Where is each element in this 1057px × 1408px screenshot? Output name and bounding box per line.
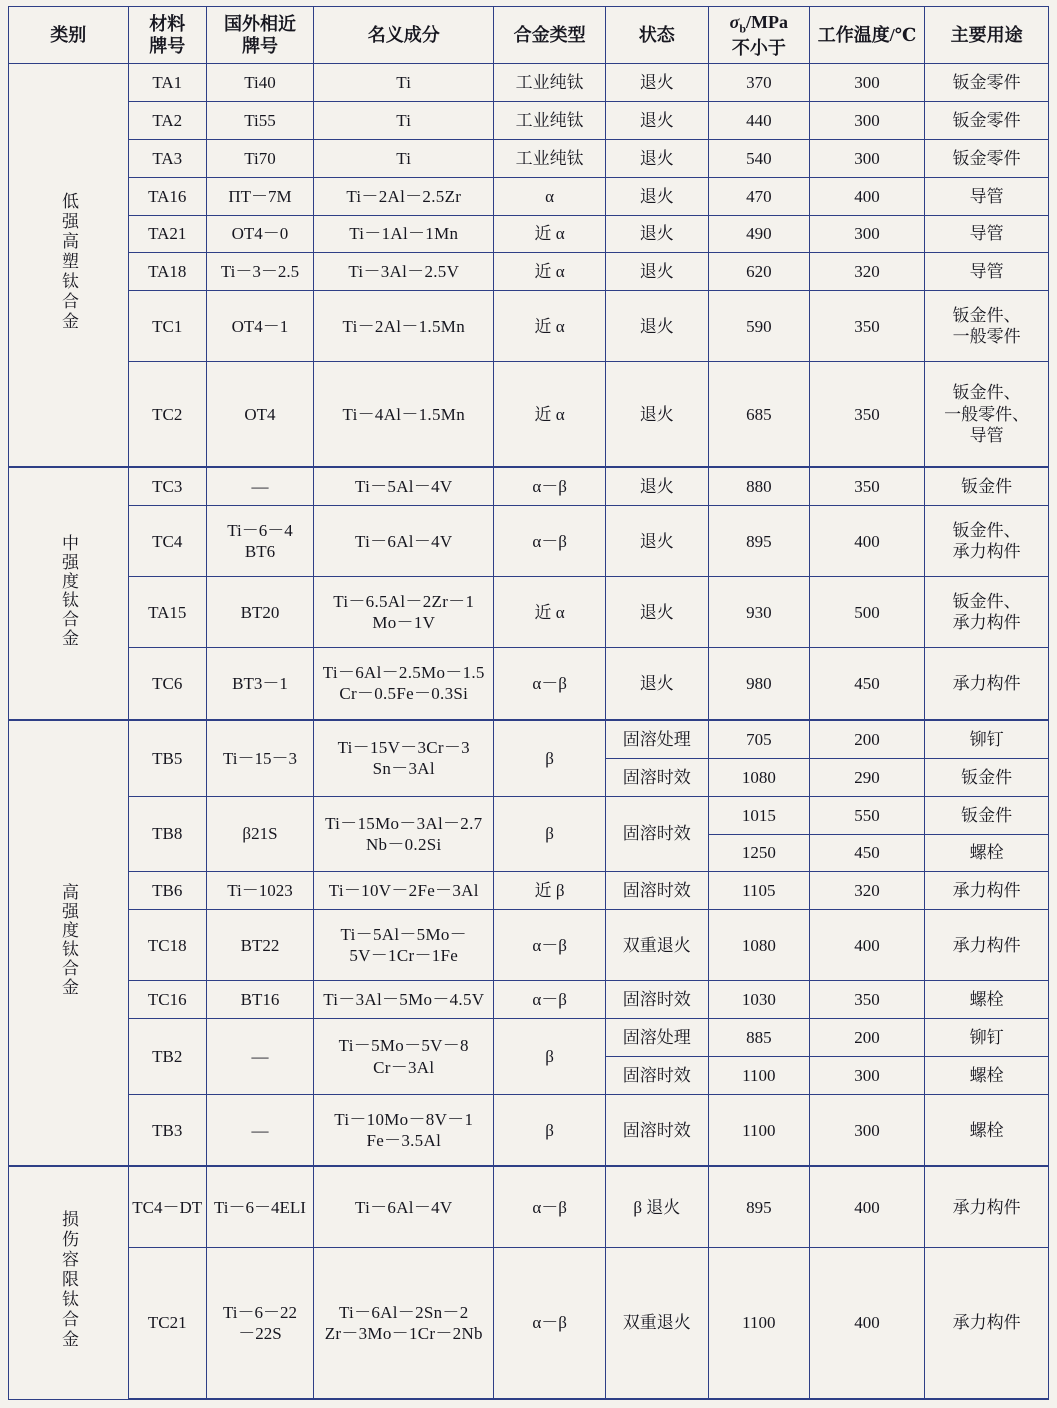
grade-cell: TA21 <box>128 215 206 253</box>
state-cell: 退火 <box>605 467 708 506</box>
temperature-cell: 200 <box>809 1019 924 1057</box>
grade-cell: TB6 <box>128 872 206 910</box>
state-cell: 退火 <box>605 506 708 577</box>
usage-cell: 螺栓 <box>925 1095 1049 1167</box>
foreign-grade-cell: Ti－1023 <box>206 872 313 910</box>
state-cell: 固溶时效 <box>605 872 708 910</box>
grade-cell: TC6 <box>128 648 206 720</box>
table-row <box>9 362 1049 467</box>
header-sigma-unit: /MPa <box>746 12 789 32</box>
alloy-type-cell: 近 α <box>494 291 605 362</box>
usage-cell: 导管 <box>925 215 1049 253</box>
header-state: 状态 <box>605 7 708 64</box>
state-cell: 双重退火 <box>605 910 708 981</box>
usage-cell: 承力构件 <box>925 1166 1049 1247</box>
temperature-cell: 290 <box>809 758 924 796</box>
foreign-grade-cell: OT4－0 <box>206 215 313 253</box>
sigma-cell: 1100 <box>708 1248 809 1399</box>
alloy-type-cell: β <box>494 720 605 797</box>
sigma-cell: 1080 <box>708 910 809 981</box>
grade-cell: TC4 <box>128 506 206 577</box>
alloy-type-cell: 近 α <box>494 362 605 467</box>
temperature-cell: 400 <box>809 506 924 577</box>
grade-cell: TA2 <box>128 101 206 139</box>
usage-cell: 钣金件、 承力构件 <box>925 577 1049 648</box>
sigma-cell: 885 <box>708 1019 809 1057</box>
foreign-grade-cell: Ti55 <box>206 101 313 139</box>
state-cell: 退火 <box>605 577 708 648</box>
usage-cell: 钣金件 <box>925 796 1049 834</box>
temperature-cell: 300 <box>809 101 924 139</box>
grade-cell: TB8 <box>128 796 206 872</box>
composition-cell: Ti－5Al－5Mo－ 5V－1Cr－1Fe <box>314 910 494 981</box>
grade-cell: TC2 <box>128 362 206 467</box>
state-cell: β 退火 <box>605 1166 708 1247</box>
header-grade-line2: 牌号 <box>149 36 186 57</box>
table-header-row <box>9 7 1049 64</box>
table-row <box>9 139 1049 177</box>
header-tensile-strength <box>708 7 809 64</box>
composition-cell: Ti－10Mo－8V－1 Fe－3.5Al <box>314 1095 494 1167</box>
temperature-cell: 350 <box>809 981 924 1019</box>
table-row <box>9 648 1049 720</box>
category-label: 高强度钛合金 <box>59 883 79 998</box>
sigma-cell: 1015 <box>708 796 809 834</box>
table-row <box>9 506 1049 577</box>
alloy-type-cell: 近 α <box>494 577 605 648</box>
grade-cell: TC3 <box>128 467 206 506</box>
sigma-cell: 620 <box>708 253 809 291</box>
state-cell: 固溶时效 <box>605 758 708 796</box>
composition-cell: Ti－4Al－1.5Mn <box>314 362 494 467</box>
header-sigma-symbol: σ <box>729 12 740 32</box>
temperature-cell: 300 <box>809 215 924 253</box>
header-usage: 主要用途 <box>925 7 1049 64</box>
foreign-grade-cell: BT20 <box>206 577 313 648</box>
sigma-cell: 1250 <box>708 834 809 872</box>
alloy-type-cell: α－β <box>494 1166 605 1247</box>
foreign-grade-cell: BT22 <box>206 910 313 981</box>
state-cell: 固溶时效 <box>605 1057 708 1095</box>
alloy-type-cell: 近 α <box>494 215 605 253</box>
state-cell: 退火 <box>605 291 708 362</box>
grade-cell: TC1 <box>128 291 206 362</box>
temperature-cell: 300 <box>809 64 924 102</box>
category-label: 损伤容限钛合金 <box>59 1210 79 1351</box>
foreign-grade-cell: — <box>206 467 313 506</box>
sigma-cell: 705 <box>708 720 809 759</box>
alloy-type-cell: α－β <box>494 648 605 720</box>
usage-cell: 承力构件 <box>925 910 1049 981</box>
alloy-type-cell: 近 α <box>494 253 605 291</box>
composition-cell: Ti－6Al－2.5Mo－1.5 Cr－0.5Fe－0.3Si <box>314 648 494 720</box>
composition-cell: Ti－3Al－5Mo－4.5V <box>314 981 494 1019</box>
usage-cell: 导管 <box>925 177 1049 215</box>
sigma-cell: 895 <box>708 506 809 577</box>
table-row <box>9 1019 1049 1057</box>
composition-cell: Ti－6.5Al－2Zr－1 Mo－1V <box>314 577 494 648</box>
composition-cell: Ti－10V－2Fe－3Al <box>314 872 494 910</box>
sigma-cell: 490 <box>708 215 809 253</box>
foreign-grade-cell: Ti－6－4 BT6 <box>206 506 313 577</box>
alloy-type-cell: α－β <box>494 981 605 1019</box>
table-row <box>9 101 1049 139</box>
table-row <box>9 253 1049 291</box>
composition-cell: Ti－2Al－1.5Mn <box>314 291 494 362</box>
alloy-type-cell: β <box>494 1019 605 1095</box>
temperature-cell: 350 <box>809 362 924 467</box>
temperature-cell: 350 <box>809 291 924 362</box>
state-cell: 退火 <box>605 648 708 720</box>
sigma-cell: 440 <box>708 101 809 139</box>
temperature-cell: 400 <box>809 1248 924 1399</box>
state-cell: 退火 <box>605 177 708 215</box>
header-sigma-subscript: b <box>739 21 747 36</box>
alloy-type-cell: 工业纯钛 <box>494 64 605 102</box>
composition-cell: Ti－5Mo－5V－8 Cr－3Al <box>314 1019 494 1095</box>
foreign-grade-cell: OT4 <box>206 362 313 467</box>
category-cell <box>9 64 129 467</box>
alloy-type-cell: β <box>494 1095 605 1167</box>
alloy-type-cell: 近 β <box>494 872 605 910</box>
foreign-grade-cell: Ti－15－3 <box>206 720 313 797</box>
state-cell: 退火 <box>605 139 708 177</box>
foreign-grade-cell: β21S <box>206 796 313 872</box>
temperature-cell: 300 <box>809 1057 924 1095</box>
grade-cell: TA1 <box>128 64 206 102</box>
sigma-cell: 1080 <box>708 758 809 796</box>
table-row <box>9 910 1049 981</box>
header-foreign-line2: 牌号 <box>241 36 278 57</box>
usage-cell: 钣金零件 <box>925 64 1049 102</box>
table-body <box>9 64 1049 1399</box>
temperature-cell: 400 <box>809 910 924 981</box>
temperature-cell: 400 <box>809 1166 924 1247</box>
table-row <box>9 577 1049 648</box>
foreign-grade-cell: Ti70 <box>206 139 313 177</box>
sigma-cell: 880 <box>708 467 809 506</box>
foreign-grade-cell: Ti－3－2.5 <box>206 253 313 291</box>
table-row <box>9 796 1049 834</box>
alloy-type-cell: α－β <box>494 506 605 577</box>
table-row <box>9 64 1049 102</box>
composition-cell: Ti－3Al－2.5V <box>314 253 494 291</box>
state-cell: 双重退火 <box>605 1248 708 1399</box>
composition-cell: Ti－6Al－4V <box>314 1166 494 1247</box>
sigma-cell: 1100 <box>708 1095 809 1167</box>
category-cell <box>9 1166 129 1399</box>
temperature-cell: 400 <box>809 177 924 215</box>
header-category: 类别 <box>9 7 129 64</box>
table-row <box>9 291 1049 362</box>
temperature-cell: 300 <box>809 1095 924 1167</box>
foreign-grade-cell: BT3－1 <box>206 648 313 720</box>
usage-cell: 钣金零件 <box>925 139 1049 177</box>
usage-cell: 导管 <box>925 253 1049 291</box>
foreign-grade-cell: BT16 <box>206 981 313 1019</box>
temperature-cell: 500 <box>809 577 924 648</box>
usage-cell: 承力构件 <box>925 648 1049 720</box>
grade-cell: TA15 <box>128 577 206 648</box>
temperature-cell: 450 <box>809 834 924 872</box>
alloy-type-cell: α－β <box>494 467 605 506</box>
sigma-cell: 370 <box>708 64 809 102</box>
foreign-grade-cell: Ti40 <box>206 64 313 102</box>
header-grade-line1: 材料 <box>149 13 186 34</box>
temperature-cell: 320 <box>809 872 924 910</box>
grade-cell: TC4－DT <box>128 1166 206 1247</box>
state-cell: 固溶处理 <box>605 720 708 759</box>
composition-cell: Ti－15V－3Cr－3 Sn－3Al <box>314 720 494 797</box>
header-foreign-grade <box>206 7 313 64</box>
category-cell <box>9 720 129 1167</box>
grade-cell: TA3 <box>128 139 206 177</box>
usage-cell: 螺栓 <box>925 981 1049 1019</box>
sigma-cell: 590 <box>708 291 809 362</box>
alloy-type-cell: 工业纯钛 <box>494 101 605 139</box>
alloy-type-cell: α－β <box>494 910 605 981</box>
table-row <box>9 467 1049 506</box>
usage-cell: 铆钉 <box>925 720 1049 759</box>
grade-cell: TC18 <box>128 910 206 981</box>
header-composition: 名义成分 <box>314 7 494 64</box>
table-row <box>9 872 1049 910</box>
header-grade <box>128 7 206 64</box>
usage-cell: 铆钉 <box>925 1019 1049 1057</box>
table-row <box>9 215 1049 253</box>
composition-cell: Ti－2Al－2.5Zr <box>314 177 494 215</box>
foreign-grade-cell: ПТ－7М <box>206 177 313 215</box>
grade-cell: TB5 <box>128 720 206 797</box>
header-foreign-line1: 国外相近 <box>223 13 296 34</box>
usage-cell: 螺栓 <box>925 1057 1049 1095</box>
composition-cell: Ti <box>314 139 494 177</box>
usage-cell: 承力构件 <box>925 872 1049 910</box>
sigma-cell: 895 <box>708 1166 809 1247</box>
usage-cell: 钣金件 <box>925 467 1049 506</box>
state-cell: 退火 <box>605 64 708 102</box>
foreign-grade-cell: OT4－1 <box>206 291 313 362</box>
state-cell: 固溶时效 <box>605 796 708 872</box>
state-cell: 固溶时效 <box>605 981 708 1019</box>
composition-cell: Ti－6Al－2Sn－2 Zr－3Mo－1Cr－2Nb <box>314 1248 494 1399</box>
temperature-cell: 350 <box>809 467 924 506</box>
header-alloy-type: 合金类型 <box>494 7 605 64</box>
sigma-cell: 980 <box>708 648 809 720</box>
composition-cell: Ti－5Al－4V <box>314 467 494 506</box>
usage-cell: 螺栓 <box>925 834 1049 872</box>
usage-cell: 钣金零件 <box>925 101 1049 139</box>
foreign-grade-cell: Ti－6－4ELI <box>206 1166 313 1247</box>
table-row <box>9 981 1049 1019</box>
sigma-cell: 685 <box>708 362 809 467</box>
sigma-cell: 1105 <box>708 872 809 910</box>
state-cell: 退火 <box>605 215 708 253</box>
sigma-cell: 470 <box>708 177 809 215</box>
usage-cell: 钣金件、 一般零件 <box>925 291 1049 362</box>
usage-cell: 钣金件、 一般零件、 导管 <box>925 362 1049 467</box>
header-sigma-line1 <box>711 11 807 37</box>
state-cell: 退火 <box>605 253 708 291</box>
grade-cell: TB2 <box>128 1019 206 1095</box>
grade-cell: TB3 <box>128 1095 206 1167</box>
category-label: 低强高塑钛合金 <box>59 192 79 333</box>
composition-cell: Ti－15Mo－3Al－2.7 Nb－0.2Si <box>314 796 494 872</box>
grade-cell: TA18 <box>128 253 206 291</box>
usage-cell: 钣金件 <box>925 758 1049 796</box>
composition-cell: Ti－6Al－4V <box>314 506 494 577</box>
alloy-type-cell: 工业纯钛 <box>494 139 605 177</box>
alloy-type-cell: β <box>494 796 605 872</box>
header-temperature: 工作温度/℃ <box>809 7 924 64</box>
sigma-cell: 540 <box>708 139 809 177</box>
state-cell: 固溶时效 <box>605 1095 708 1167</box>
table-row <box>9 1095 1049 1167</box>
titanium-alloy-table <box>8 6 1049 1400</box>
category-cell <box>9 467 129 720</box>
usage-cell: 承力构件 <box>925 1248 1049 1399</box>
state-cell: 退火 <box>605 101 708 139</box>
temperature-cell: 200 <box>809 720 924 759</box>
composition-cell: Ti <box>314 64 494 102</box>
temperature-cell: 320 <box>809 253 924 291</box>
usage-cell: 钣金件、 承力构件 <box>925 506 1049 577</box>
table-row <box>9 1166 1049 1247</box>
grade-cell: TC21 <box>128 1248 206 1399</box>
alloy-type-cell: α－β <box>494 1248 605 1399</box>
foreign-grade-cell: — <box>206 1019 313 1095</box>
composition-cell: Ti－1Al－1Mn <box>314 215 494 253</box>
state-cell: 固溶处理 <box>605 1019 708 1057</box>
sigma-cell: 930 <box>708 577 809 648</box>
temperature-cell: 550 <box>809 796 924 834</box>
table-row <box>9 1248 1049 1399</box>
category-label: 中强度钛合金 <box>59 533 79 648</box>
foreign-grade-cell: Ti－6－22 －22S <box>206 1248 313 1399</box>
grade-cell: TC16 <box>128 981 206 1019</box>
temperature-cell: 300 <box>809 139 924 177</box>
composition-cell: Ti <box>314 101 494 139</box>
temperature-cell: 450 <box>809 648 924 720</box>
table-row <box>9 720 1049 759</box>
foreign-grade-cell: — <box>206 1095 313 1167</box>
sigma-cell: 1030 <box>708 981 809 1019</box>
sigma-cell: 1100 <box>708 1057 809 1095</box>
table-row <box>9 177 1049 215</box>
state-cell: 退火 <box>605 362 708 467</box>
grade-cell: TA16 <box>128 177 206 215</box>
header-sigma-line2: 不小于 <box>731 37 786 58</box>
alloy-type-cell: α <box>494 177 605 215</box>
